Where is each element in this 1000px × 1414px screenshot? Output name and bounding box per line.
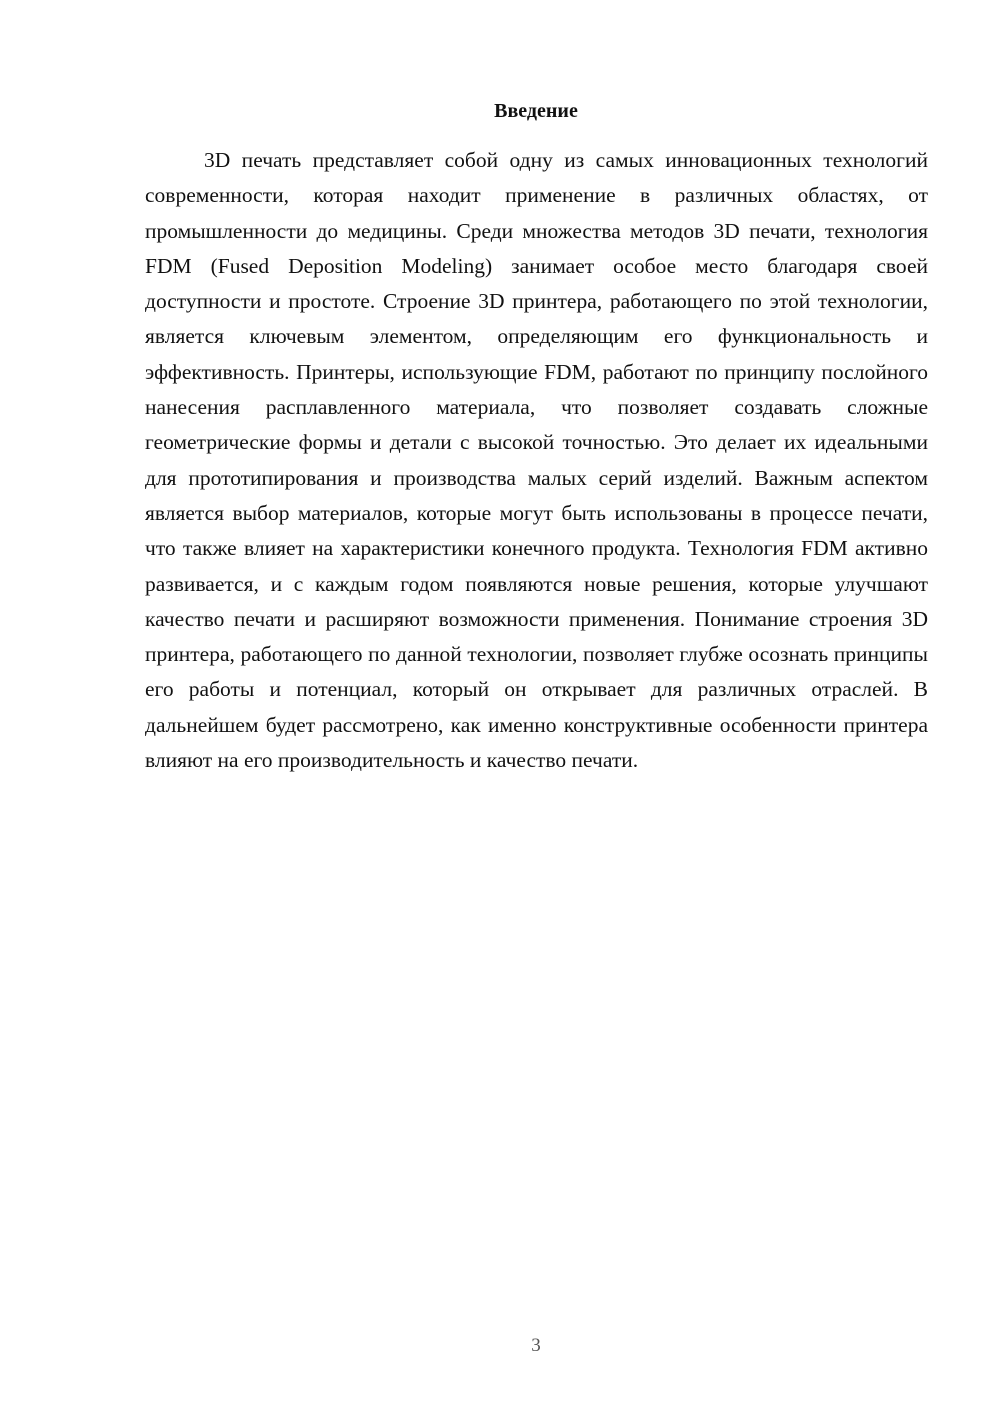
page-number: 3 [531, 1335, 541, 1356]
section-heading: Введение [494, 100, 578, 122]
body-paragraph: 3D печать представляет собой одну из самых инновационных технологий современности, которая находит применение в различных областях, от промышленности до медицины. Среди множества методов 3D печати, технология FDM (Fused Deposition Modeling) занимает особое место благодаря своей доступности и простоте. Строение 3D принтера, работающего по этой технологии, является ключевым элементом, определяющим его функциональность и эффективность. Принтеры, использующие FDM, работают по принципу послойного нанесения расплавленного материала, что позволяет создавать сложные геометрические формы и детали с высокой точностью. Это делает их идеальными для прототипирования и производства малых серий изделий. Важным аспектом является выбор материалов, которые могут быть использованы в процессе печати, что также влияет на характеристики конечного продукта. Технология FDM активно развивается, и с каждым годом появляются новые решения, которые улучшают качество печати и расширяют возможности применения. Понимание строения 3D принтера, работающего по данной технологии, позволяет глубже осознать принципы его работы и потенциал, который он открывает для различных отраслей. В дальнейшем будет рассмотрено, как именно конструктивные особенности принтера влияют на его производительность и качество печати. [145, 148, 928, 773]
